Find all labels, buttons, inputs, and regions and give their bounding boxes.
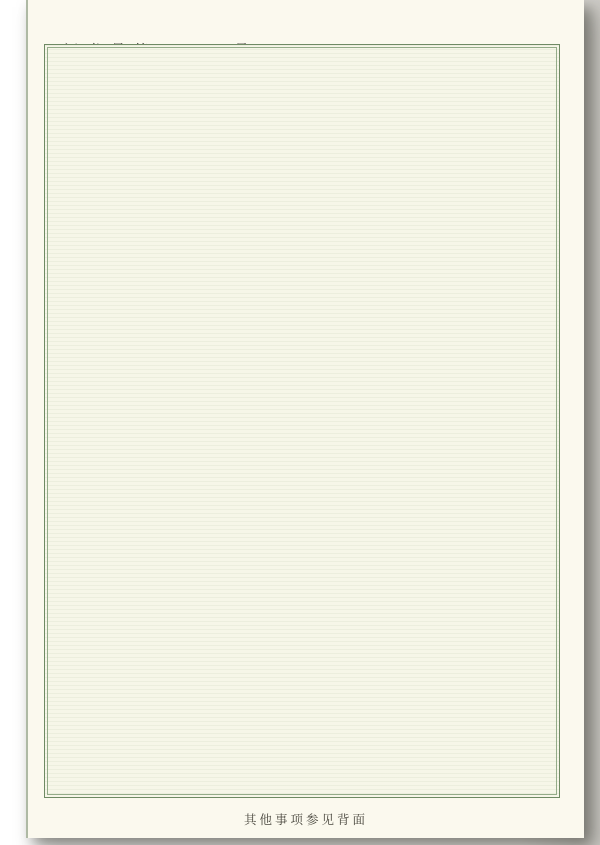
back-note: 其他事项参见背面 [243,813,368,827]
certificate-page [26,0,584,838]
certificate-frame [44,44,560,798]
